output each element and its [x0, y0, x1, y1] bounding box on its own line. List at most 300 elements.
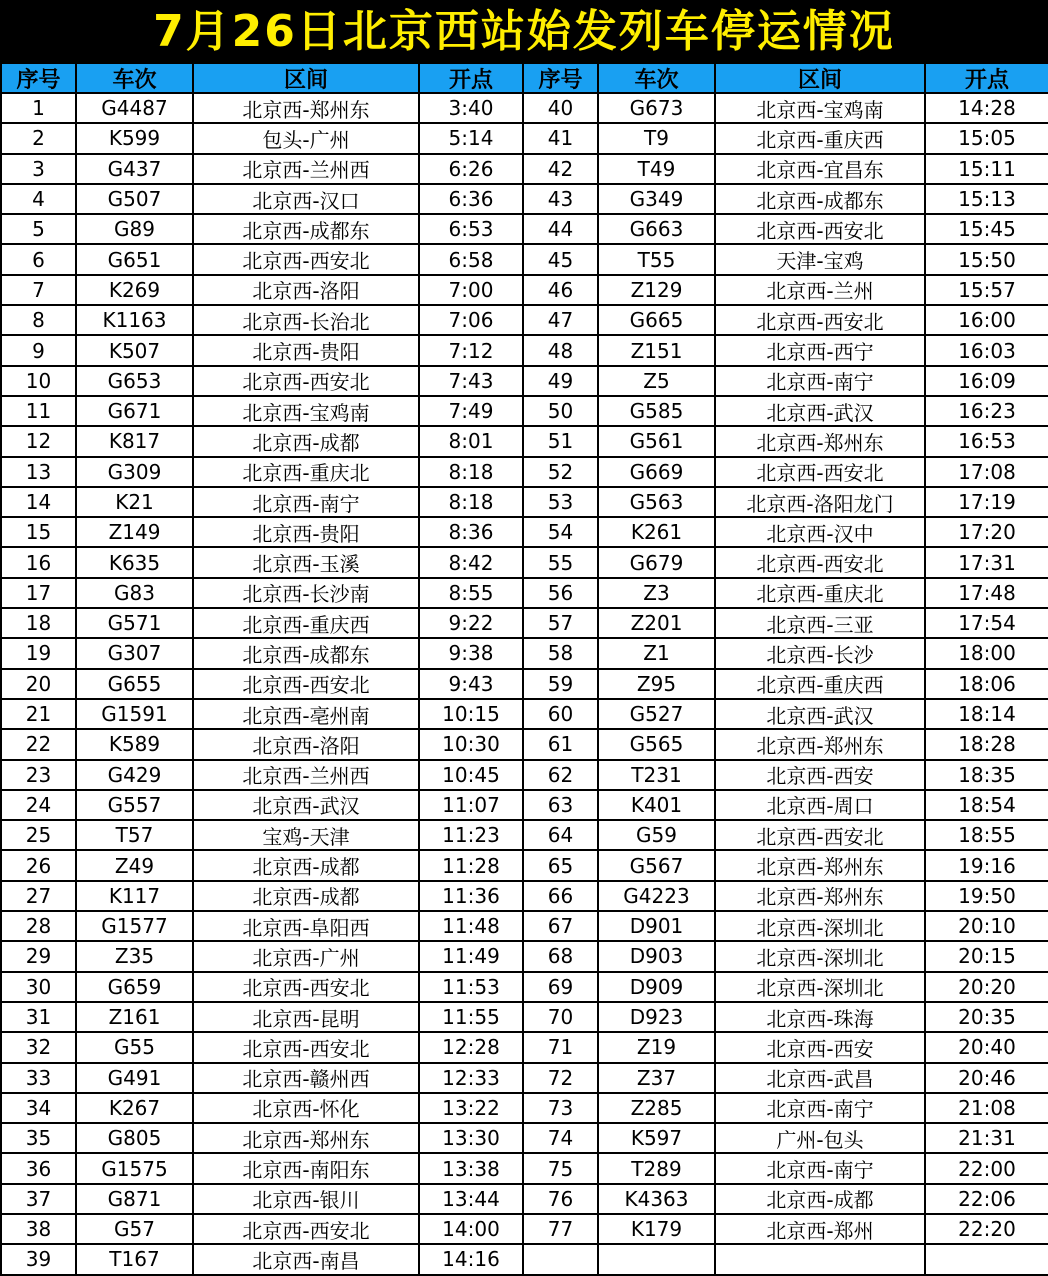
- cell-depart: 8:55: [420, 579, 524, 609]
- cell-depart: 7:43: [420, 367, 524, 397]
- cell-route: 北京西-兰州西: [194, 761, 420, 791]
- cell-seq: 70: [524, 1003, 599, 1033]
- cell-seq: 63: [524, 791, 599, 821]
- cell-depart: 14:16: [420, 1245, 524, 1275]
- cell-depart: 9:22: [420, 609, 524, 639]
- cell-seq: 7: [2, 276, 77, 306]
- cell-seq: 52: [524, 458, 599, 488]
- cell-seq: 15: [2, 518, 77, 548]
- cell-depart: 11:55: [420, 1003, 524, 1033]
- cell-route: 北京西-南阳东: [194, 1154, 420, 1184]
- cell-route: 北京西-西安北: [716, 821, 926, 851]
- cell-depart: 18:00: [926, 639, 1048, 669]
- cell-train: G653: [77, 367, 194, 397]
- cell-seq: 47: [524, 306, 599, 336]
- cell-depart: 11:49: [420, 942, 524, 972]
- empty-cell: [716, 1245, 926, 1275]
- cell-route: 北京西-周口: [716, 791, 926, 821]
- cell-route: 宝鸡-天津: [194, 821, 420, 851]
- cell-route: 北京西-西安北: [194, 1033, 420, 1063]
- cell-depart: 15:57: [926, 276, 1048, 306]
- cell-train: G671: [77, 397, 194, 427]
- cell-seq: 30: [2, 973, 77, 1003]
- cell-route: 北京西-玉溪: [194, 548, 420, 578]
- cell-depart: 17:08: [926, 458, 1048, 488]
- suspension-table: [0, 64, 1048, 1276]
- cell-depart: 8:42: [420, 548, 524, 578]
- cell-train: G561: [599, 427, 716, 457]
- cell-route: 北京西-成都东: [194, 639, 420, 669]
- header-depart: 开点: [420, 64, 524, 94]
- cell-seq: 26: [2, 851, 77, 881]
- cell-route: 北京西-兰州西: [194, 155, 420, 185]
- cell-route: 北京西-郑州东: [716, 427, 926, 457]
- cell-depart: 20:15: [926, 942, 1048, 972]
- cell-route: 北京西-成都东: [194, 215, 420, 245]
- cell-seq: 57: [524, 609, 599, 639]
- cell-depart: 20:46: [926, 1064, 1048, 1094]
- cell-depart: 9:38: [420, 639, 524, 669]
- cell-seq: 23: [2, 761, 77, 791]
- cell-seq: 48: [524, 336, 599, 366]
- cell-train: G805: [77, 1124, 194, 1154]
- cell-depart: 7:00: [420, 276, 524, 306]
- cell-depart: 8:18: [420, 458, 524, 488]
- cell-seq: 46: [524, 276, 599, 306]
- cell-route: 北京西-成都东: [716, 185, 926, 215]
- cell-route: 包头-广州: [194, 124, 420, 154]
- cell-train: T49: [599, 155, 716, 185]
- cell-depart: 15:45: [926, 215, 1048, 245]
- cell-route: 北京西-广州: [194, 942, 420, 972]
- cell-train: G83: [77, 579, 194, 609]
- cell-seq: 16: [2, 548, 77, 578]
- cell-train: G557: [77, 791, 194, 821]
- cell-train: G55: [77, 1033, 194, 1063]
- cell-seq: 31: [2, 1003, 77, 1033]
- cell-seq: 77: [524, 1215, 599, 1245]
- cell-depart: 16:53: [926, 427, 1048, 457]
- cell-depart: 16:00: [926, 306, 1048, 336]
- cell-train: Z201: [599, 609, 716, 639]
- cell-depart: 7:12: [420, 336, 524, 366]
- cell-seq: 33: [2, 1064, 77, 1094]
- cell-train: Z5: [599, 367, 716, 397]
- cell-train: D901: [599, 912, 716, 942]
- cell-route: 北京西-武汉: [194, 791, 420, 821]
- cell-route: 北京西-贵阳: [194, 518, 420, 548]
- cell-route: 北京西-郑州东: [194, 1124, 420, 1154]
- cell-route: 北京西-成都: [194, 882, 420, 912]
- cell-seq: 8: [2, 306, 77, 336]
- header-train: 车次: [77, 64, 194, 94]
- cell-depart: 10:45: [420, 761, 524, 791]
- cell-depart: 16:03: [926, 336, 1048, 366]
- cell-seq: 17: [2, 579, 77, 609]
- cell-seq: 71: [524, 1033, 599, 1063]
- cell-train: G871: [77, 1185, 194, 1215]
- cell-seq: 20: [2, 670, 77, 700]
- cell-seq: 5: [2, 215, 77, 245]
- cell-seq: 1: [2, 94, 77, 124]
- cell-train: G429: [77, 761, 194, 791]
- cell-depart: 11:48: [420, 912, 524, 942]
- cell-depart: 6:58: [420, 245, 524, 275]
- cell-train: G4487: [77, 94, 194, 124]
- cell-seq: 68: [524, 942, 599, 972]
- cell-depart: 10:30: [420, 730, 524, 760]
- cell-train: K21: [77, 488, 194, 518]
- cell-train: G565: [599, 730, 716, 760]
- empty-cell: [599, 1245, 716, 1275]
- cell-depart: 21:31: [926, 1124, 1048, 1154]
- cell-seq: 18: [2, 609, 77, 639]
- cell-route: 北京西-西安北: [716, 458, 926, 488]
- cell-route: 北京西-南宁: [194, 488, 420, 518]
- cell-train: G571: [77, 609, 194, 639]
- cell-route: 北京西-贵阳: [194, 336, 420, 366]
- cell-train: T55: [599, 245, 716, 275]
- cell-route: 北京西-洛阳: [194, 276, 420, 306]
- cell-train: Z1: [599, 639, 716, 669]
- cell-route: 北京西-西安: [716, 1033, 926, 1063]
- cell-route: 北京西-兰州: [716, 276, 926, 306]
- cell-route: 北京西-南宁: [716, 367, 926, 397]
- cell-route: 北京西-银川: [194, 1185, 420, 1215]
- cell-depart: 18:28: [926, 730, 1048, 760]
- cell-depart: 6:26: [420, 155, 524, 185]
- cell-depart: 11:53: [420, 973, 524, 1003]
- cell-seq: 6: [2, 245, 77, 275]
- cell-train: D923: [599, 1003, 716, 1033]
- cell-depart: 17:19: [926, 488, 1048, 518]
- cell-seq: 66: [524, 882, 599, 912]
- cell-train: G567: [599, 851, 716, 881]
- cell-depart: 6:53: [420, 215, 524, 245]
- cell-seq: 40: [524, 94, 599, 124]
- cell-train: K261: [599, 518, 716, 548]
- cell-depart: 17:48: [926, 579, 1048, 609]
- cell-route: 北京西-宝鸡南: [194, 397, 420, 427]
- cell-route: 北京西-郑州东: [716, 730, 926, 760]
- cell-train: G4223: [599, 882, 716, 912]
- cell-depart: 8:18: [420, 488, 524, 518]
- cell-train: G665: [599, 306, 716, 336]
- cell-route: 北京西-武汉: [716, 397, 926, 427]
- cell-seq: 75: [524, 1154, 599, 1184]
- cell-depart: 14:00: [420, 1215, 524, 1245]
- cell-route: 北京西-西安北: [194, 670, 420, 700]
- cell-seq: 61: [524, 730, 599, 760]
- cell-route: 北京西-亳州南: [194, 700, 420, 730]
- cell-train: G669: [599, 458, 716, 488]
- cell-seq: 4: [2, 185, 77, 215]
- cell-depart: 11:07: [420, 791, 524, 821]
- cell-train: Z95: [599, 670, 716, 700]
- cell-seq: 62: [524, 761, 599, 791]
- cell-train: G1577: [77, 912, 194, 942]
- cell-train: G507: [77, 185, 194, 215]
- cell-train: K117: [77, 882, 194, 912]
- cell-route: 天津-宝鸡: [716, 245, 926, 275]
- cell-depart: 5:14: [420, 124, 524, 154]
- cell-train: Z37: [599, 1064, 716, 1094]
- cell-train: G655: [77, 670, 194, 700]
- cell-train: D903: [599, 942, 716, 972]
- cell-route: 北京西-怀化: [194, 1094, 420, 1124]
- cell-seq: 36: [2, 1154, 77, 1184]
- cell-seq: 72: [524, 1064, 599, 1094]
- cell-route: 北京西-重庆北: [716, 579, 926, 609]
- cell-train: K269: [77, 276, 194, 306]
- cell-seq: 65: [524, 851, 599, 881]
- cell-depart: 12:28: [420, 1033, 524, 1063]
- cell-train: G527: [599, 700, 716, 730]
- cell-train: Z49: [77, 851, 194, 881]
- cell-seq: 10: [2, 367, 77, 397]
- cell-seq: 39: [2, 1245, 77, 1275]
- cell-train: Z149: [77, 518, 194, 548]
- cell-train: G673: [599, 94, 716, 124]
- cell-depart: 9:43: [420, 670, 524, 700]
- cell-seq: 73: [524, 1094, 599, 1124]
- cell-route: 北京西-重庆西: [716, 124, 926, 154]
- cell-depart: 19:50: [926, 882, 1048, 912]
- header-train: 车次: [599, 64, 716, 94]
- cell-route: 北京西-郑州: [716, 1215, 926, 1245]
- cell-route: 北京西-西安北: [716, 215, 926, 245]
- cell-route: 北京西-郑州东: [194, 94, 420, 124]
- cell-seq: 55: [524, 548, 599, 578]
- cell-seq: 53: [524, 488, 599, 518]
- cell-route: 北京西-重庆西: [716, 670, 926, 700]
- cell-route: 北京西-深圳北: [716, 942, 926, 972]
- cell-seq: 64: [524, 821, 599, 851]
- cell-depart: 13:22: [420, 1094, 524, 1124]
- cell-route: 北京西-西安北: [194, 245, 420, 275]
- cell-seq: 27: [2, 882, 77, 912]
- cell-route: 北京西-洛阳龙门: [716, 488, 926, 518]
- cell-train: G89: [77, 215, 194, 245]
- cell-route: 北京西-南宁: [716, 1094, 926, 1124]
- cell-train: G437: [77, 155, 194, 185]
- cell-seq: 24: [2, 791, 77, 821]
- cell-seq: 43: [524, 185, 599, 215]
- cell-route: 北京西-武昌: [716, 1064, 926, 1094]
- cell-depart: 22:06: [926, 1185, 1048, 1215]
- cell-train: G1575: [77, 1154, 194, 1184]
- cell-depart: 11:23: [420, 821, 524, 851]
- cell-train: D909: [599, 973, 716, 1003]
- cell-depart: 22:00: [926, 1154, 1048, 1184]
- cell-depart: 17:54: [926, 609, 1048, 639]
- cell-train: T167: [77, 1245, 194, 1275]
- cell-seq: 13: [2, 458, 77, 488]
- cell-route: 北京西-西安北: [194, 367, 420, 397]
- cell-depart: 17:31: [926, 548, 1048, 578]
- cell-depart: 12:33: [420, 1064, 524, 1094]
- cell-seq: 19: [2, 639, 77, 669]
- cell-seq: 56: [524, 579, 599, 609]
- cell-seq: 58: [524, 639, 599, 669]
- cell-depart: 15:50: [926, 245, 1048, 275]
- cell-seq: 50: [524, 397, 599, 427]
- cell-train: G679: [599, 548, 716, 578]
- cell-train: Z3: [599, 579, 716, 609]
- cell-depart: 18:54: [926, 791, 1048, 821]
- cell-route: 北京西-赣州西: [194, 1064, 420, 1094]
- cell-seq: 37: [2, 1185, 77, 1215]
- cell-seq: 2: [2, 124, 77, 154]
- header-depart: 开点: [926, 64, 1048, 94]
- cell-train: K589: [77, 730, 194, 760]
- cell-seq: 74: [524, 1124, 599, 1154]
- cell-route: 北京西-宝鸡南: [716, 94, 926, 124]
- cell-depart: 15:13: [926, 185, 1048, 215]
- cell-route: 北京西-西安北: [716, 548, 926, 578]
- cell-depart: 19:16: [926, 851, 1048, 881]
- cell-depart: 13:38: [420, 1154, 524, 1184]
- cell-train: G491: [77, 1064, 194, 1094]
- cell-seq: 41: [524, 124, 599, 154]
- cell-route: 北京西-珠海: [716, 1003, 926, 1033]
- cell-train: K599: [77, 124, 194, 154]
- cell-train: K635: [77, 548, 194, 578]
- cell-route: 北京西-成都: [194, 427, 420, 457]
- cell-depart: 16:09: [926, 367, 1048, 397]
- header-seq: 序号: [2, 64, 77, 94]
- cell-depart: 15:05: [926, 124, 1048, 154]
- cell-route: 广州-包头: [716, 1124, 926, 1154]
- cell-depart: 7:06: [420, 306, 524, 336]
- cell-route: 北京西-宜昌东: [716, 155, 926, 185]
- cell-seq: 44: [524, 215, 599, 245]
- cell-route: 北京西-西安: [716, 761, 926, 791]
- cell-depart: 18:55: [926, 821, 1048, 851]
- cell-depart: 18:06: [926, 670, 1048, 700]
- cell-depart: 20:40: [926, 1033, 1048, 1063]
- cell-train: K817: [77, 427, 194, 457]
- cell-depart: 16:23: [926, 397, 1048, 427]
- cell-route: 北京西-成都: [716, 1185, 926, 1215]
- cell-train: K507: [77, 336, 194, 366]
- cell-seq: 11: [2, 397, 77, 427]
- cell-seq: 3: [2, 155, 77, 185]
- cell-route: 北京西-重庆北: [194, 458, 420, 488]
- cell-seq: 45: [524, 245, 599, 275]
- cell-depart: 7:49: [420, 397, 524, 427]
- cell-depart: 14:28: [926, 94, 1048, 124]
- header-seq: 序号: [524, 64, 599, 94]
- cell-train: Z129: [599, 276, 716, 306]
- cell-seq: 49: [524, 367, 599, 397]
- cell-depart: 13:44: [420, 1185, 524, 1215]
- cell-train: Z19: [599, 1033, 716, 1063]
- header-route: 区间: [194, 64, 420, 94]
- cell-depart: 3:40: [420, 94, 524, 124]
- cell-route: 北京西-郑州东: [716, 851, 926, 881]
- cell-seq: 29: [2, 942, 77, 972]
- cell-train: T57: [77, 821, 194, 851]
- cell-seq: 76: [524, 1185, 599, 1215]
- cell-train: K1163: [77, 306, 194, 336]
- cell-depart: 8:36: [420, 518, 524, 548]
- cell-route: 北京西-郑州东: [716, 882, 926, 912]
- cell-train: K401: [599, 791, 716, 821]
- cell-route: 北京西-长沙南: [194, 579, 420, 609]
- cell-seq: 59: [524, 670, 599, 700]
- cell-seq: 69: [524, 973, 599, 1003]
- cell-seq: 54: [524, 518, 599, 548]
- header-route: 区间: [716, 64, 926, 94]
- cell-train: G563: [599, 488, 716, 518]
- cell-depart: 22:20: [926, 1215, 1048, 1245]
- cell-depart: 8:01: [420, 427, 524, 457]
- cell-seq: 25: [2, 821, 77, 851]
- cell-train: K267: [77, 1094, 194, 1124]
- cell-depart: 20:20: [926, 973, 1048, 1003]
- cell-seq: 51: [524, 427, 599, 457]
- cell-route: 北京西-南昌: [194, 1245, 420, 1275]
- cell-route: 北京西-重庆西: [194, 609, 420, 639]
- cell-train: Z151: [599, 336, 716, 366]
- title-bar: [0, 0, 1048, 64]
- cell-train: G307: [77, 639, 194, 669]
- cell-train: G585: [599, 397, 716, 427]
- cell-depart: 17:20: [926, 518, 1048, 548]
- cell-depart: 15:11: [926, 155, 1048, 185]
- cell-train: T231: [599, 761, 716, 791]
- cell-seq: 60: [524, 700, 599, 730]
- cell-train: G57: [77, 1215, 194, 1245]
- cell-depart: 20:10: [926, 912, 1048, 942]
- cell-route: 北京西-武汉: [716, 700, 926, 730]
- cell-route: 北京西-洛阳: [194, 730, 420, 760]
- cell-train: T9: [599, 124, 716, 154]
- cell-seq: 34: [2, 1094, 77, 1124]
- cell-route: 北京西-阜阳西: [194, 912, 420, 942]
- page-title: 7月26日北京西站始发列车停运情况: [153, 6, 895, 57]
- cell-seq: 35: [2, 1124, 77, 1154]
- cell-seq: 42: [524, 155, 599, 185]
- cell-depart: 20:35: [926, 1003, 1048, 1033]
- cell-seq: 12: [2, 427, 77, 457]
- cell-seq: 38: [2, 1215, 77, 1245]
- cell-train: Z285: [599, 1094, 716, 1124]
- cell-train: G59: [599, 821, 716, 851]
- cell-train: K4363: [599, 1185, 716, 1215]
- empty-cell: [524, 1245, 599, 1275]
- cell-depart: 11:36: [420, 882, 524, 912]
- cell-depart: 13:30: [420, 1124, 524, 1154]
- cell-route: 北京西-西安北: [716, 306, 926, 336]
- cell-depart: 18:35: [926, 761, 1048, 791]
- cell-train: Z161: [77, 1003, 194, 1033]
- cell-depart: 21:08: [926, 1094, 1048, 1124]
- cell-route: 北京西-深圳北: [716, 973, 926, 1003]
- cell-train: G309: [77, 458, 194, 488]
- cell-depart: 11:28: [420, 851, 524, 881]
- cell-route: 北京西-西安北: [194, 973, 420, 1003]
- cell-seq: 28: [2, 912, 77, 942]
- cell-route: 北京西-昆明: [194, 1003, 420, 1033]
- cell-train: G659: [77, 973, 194, 1003]
- cell-depart: 10:15: [420, 700, 524, 730]
- cell-route: 北京西-汉中: [716, 518, 926, 548]
- empty-cell: [926, 1245, 1048, 1275]
- cell-route: 北京西-长治北: [194, 306, 420, 336]
- cell-route: 北京西-西安北: [194, 1215, 420, 1245]
